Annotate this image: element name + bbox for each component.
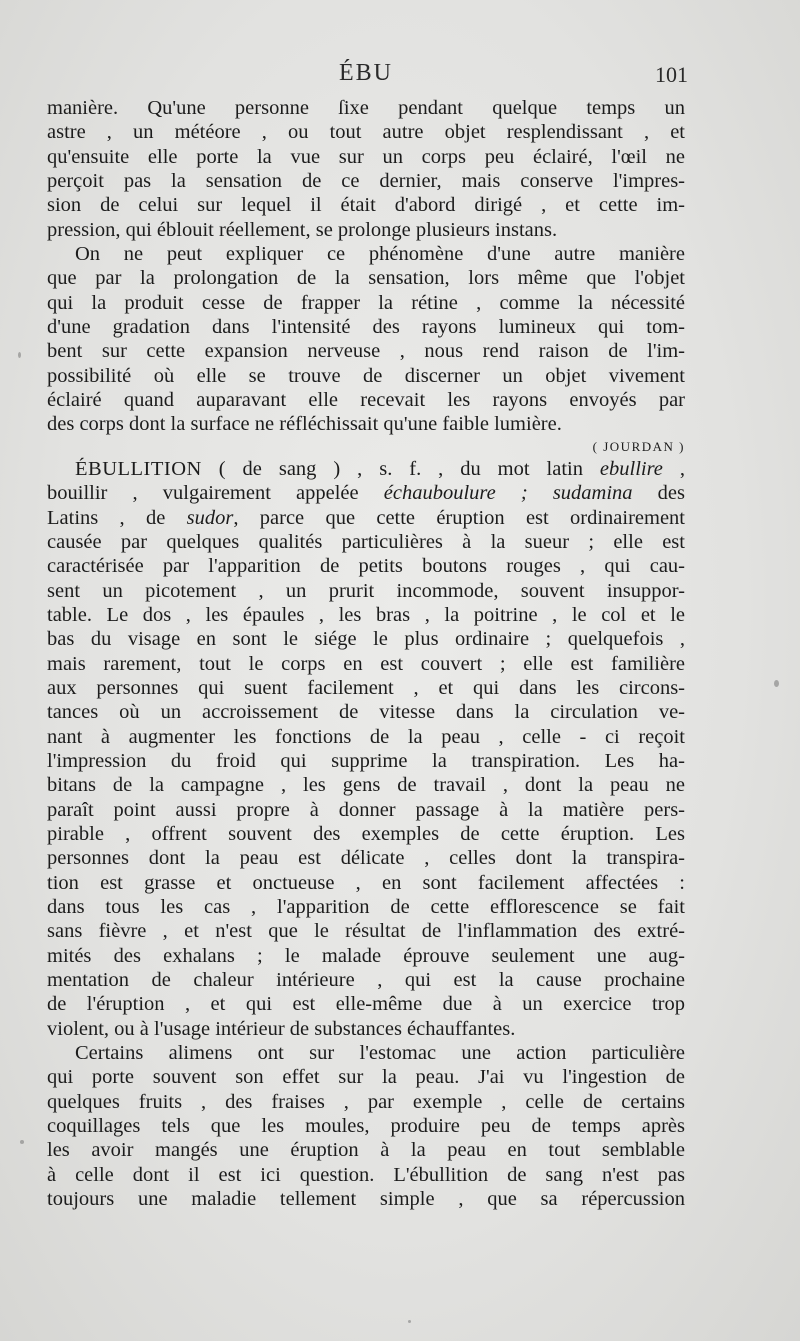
text-line: table. Le dos , les épaules , les bras , la poitrine , le col et le [47, 603, 685, 626]
text-line: paraît point aussi propre à donner passage à la matière pers- [47, 798, 685, 821]
text-line: Latins , de sudor, parce que cette éruption est ordinairement [47, 506, 685, 529]
text-line: ( de sang ) , s. f. , du mot latin ebullire , [201, 457, 685, 480]
text-line: perçoit pas la sensation de ce dernier, mais conserve l'impres- [47, 170, 685, 193]
text-line: mais rarement, tout le corps en est couvert ; elle est familière [47, 652, 685, 675]
text-line: que par la prolongation de la sensation, lors même que l'objet [47, 267, 685, 290]
page-number: 101 [655, 62, 688, 87]
text-line: manière. Qu'une personne ſixe pendant quelque temps un [47, 97, 685, 119]
text-line: mités des exhalans ; le malade éprouve seulement une aug- [47, 944, 685, 967]
text-line: On ne peut expliquer ce phénomène d'une autre manière [75, 243, 685, 266]
text-line: à celle dont il est ici question. L'ébullition de sang n'est pas [47, 1163, 685, 1186]
entry-headword: ÉBULLITION [75, 457, 202, 480]
text-line: qui la produit cesse de frapper la rétine , comme la nécessité [47, 291, 685, 314]
text-line: tances où un accroissement de vitesse dans la circulation ve- [47, 701, 685, 724]
text-line: caractérisée par l'apparition de petits boutons rouges , qui cau- [47, 555, 685, 578]
text-line: possibilité où elle se trouve de discerner un objet vivement [47, 364, 685, 387]
text-line: nant à augmenter les fonctions de la peau , celle - ci reçoit [47, 725, 685, 748]
paper-speck [408, 1320, 411, 1323]
paper-speck [20, 1140, 24, 1144]
paragraph [47, 1041, 685, 1211]
text-line: pirable , offrent souvent des exemples de cette éruption. Les [47, 822, 685, 845]
body-text [47, 96, 685, 1211]
text-line: sans fièvre , et n'est que le résultat de l'inflammation des extré- [47, 920, 685, 943]
text-line: bouillir , vulgairement appelée échauboulure ; sudamina des [47, 482, 685, 505]
text-line: violent, ou à l'usage intérieur de substances échauffantes. [47, 1017, 516, 1040]
text-line: causée par quelques qualités particulières à la sueur ; elle est [47, 530, 685, 553]
text-line: dans tous les cas , l'apparition de cette efflorescence se fait [47, 896, 685, 918]
dictionary-entry [47, 457, 685, 1041]
text-line: coquillages tels que les moules, produire peu de temps après [47, 1115, 685, 1138]
text-line: mentation de chaleur intérieure , qui est la cause prochaine [47, 969, 685, 992]
text-line: bas du visage en sont le siége le plus ordinaire ; quelquefois , [47, 628, 685, 651]
latin-term: sudor [186, 506, 234, 529]
paragraph [47, 242, 685, 457]
text-line: sent un picotement , un prurit incommode, souvent insuppor- [47, 579, 685, 602]
text-line: quelques fruits , des fraises , par exemple , celle de certains [47, 1090, 685, 1113]
text-line: qu'ensuite elle porte la vue sur un corps peu éclairé, l'œil ne [47, 145, 685, 168]
text-line: tion est grasse et onctueuse , en sont facilement affectées : [47, 871, 685, 894]
text-line: toujours une maladie tellement simple , que sa répercussion [47, 1188, 685, 1211]
paper-speck [774, 680, 779, 687]
text-line: des corps dont la surface ne réfléchissait qu'une faible lumière. [47, 413, 562, 436]
text-line: l'impression du froid qui supprime la transpiration. Les ha- [47, 749, 685, 772]
text-line: Certains alimens ont sur l'estomac une action particulière [75, 1042, 685, 1065]
author-signature: ( JOURDAN ) [592, 438, 685, 454]
text-line: les avoir mangés une éruption à la peau en tout semblable [47, 1139, 685, 1162]
text-line: qui porte souvent son effet sur la peau. J'ai vu l'ingestion de [47, 1066, 685, 1089]
french-term: échauboulure ; sudamina [383, 482, 633, 505]
text-line: de l'éruption , et qui est elle-même due à un exercice trop [47, 993, 685, 1016]
text-line: sion de celui sur lequel il était d'abord dirigé , et cette im- [47, 194, 685, 217]
text-line: aux personnes qui suent facilement , et qui dans les circons- [47, 676, 685, 699]
text-line: bent sur cette expansion nerveuse , nous rend raison de l'im- [47, 340, 685, 363]
text-line: astre , un météore , ou tout autre objet resplendissant , et [47, 121, 685, 144]
paper-speck [18, 352, 21, 358]
paragraph-continuation [47, 96, 685, 242]
text-line: éclairé quand auparavant elle recevait les rayons envoyés par [47, 389, 685, 412]
text-line: bitans de la campagne , les gens de travail , dont la peau ne [47, 774, 685, 797]
text-line: d'une gradation dans l'intensité des rayons lumineux qui tom- [47, 316, 685, 339]
running-head: ÉBU [339, 60, 393, 86]
text-line: pression, qui éblouit réellement, se prolonge plusieurs instans. [47, 218, 558, 241]
latin-term: ebullire [599, 457, 663, 480]
entry-first-line [47, 457, 685, 481]
text-line: personnes dont la peau est délicate , celles dont la transpira- [47, 847, 685, 870]
page-header [48, 60, 688, 94]
